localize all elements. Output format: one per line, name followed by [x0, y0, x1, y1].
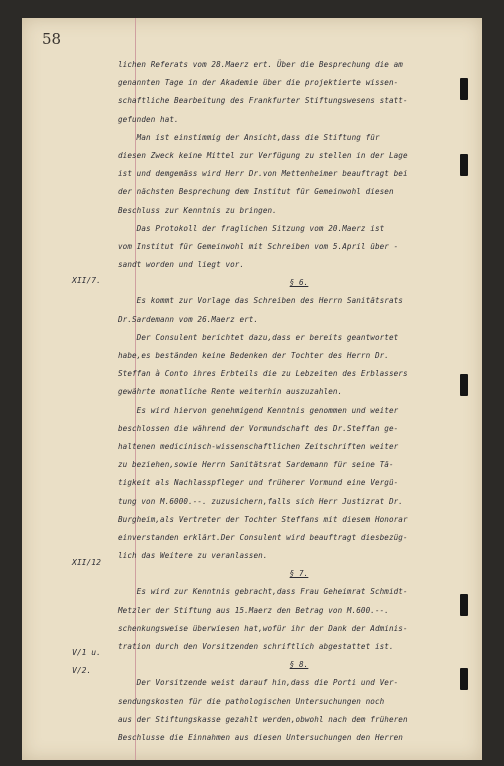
text-line: gefunden hat. — [118, 114, 179, 124]
text-line: beschlossen die während der Vormundschaft des Dr.Steffan ge- — [118, 423, 399, 433]
text-line: einverstanden erklärt.Der Consulent wird beauftragt diesbezüg- — [118, 532, 408, 542]
text-line: gewährte monatliche Rente weiterhin auszuzahlen. — [118, 387, 343, 397]
binder-tab — [460, 668, 468, 690]
text-line: schenkungsweise überwiesen hat,wofür ihr der Dank der Adminis- — [118, 623, 408, 633]
margin-note: XII/7. — [72, 276, 101, 285]
margin-note: V/2. — [72, 666, 92, 675]
section-heading: § 7. — [289, 569, 309, 579]
margin-note: XII/12 — [72, 558, 101, 567]
text-line: diesen Zweck keine Mittel zur Verfügung zu stellen in der Lage — [118, 150, 408, 160]
text-line: lichen Referats vom 28.Maerz ert. Über die Besprechung die am — [118, 60, 403, 69]
text-line: sandt worden und liegt vor. — [118, 260, 245, 270]
text-line: Man ist einstimmig der Ansicht,dass die Stiftung für — [118, 132, 380, 142]
text-line: tung von M.6000.--. zuzusichern,falls sich Herr Justizrat Dr. — [118, 496, 403, 506]
text-line: habe,es beständen keine Bedenken der Tochter des Herrn Dr. — [118, 351, 389, 360]
text-line: ist und demgemäss wird Herr Dr.von Mettenheimer beauftragt bei — [118, 169, 408, 179]
text-line: tration durch den Vorsitzenden schriftlich abgestattet ist. — [118, 642, 394, 651]
binder-tab — [460, 154, 468, 176]
text-line: Dr.Sardemann vom 26.Maerz ert. — [118, 314, 259, 324]
margin-note: V/1 u. — [72, 648, 101, 657]
text-line: Es wird zur Kenntnis gebracht,dass Frau Geheimrat Schmidt- — [118, 587, 408, 597]
text-line: schaftliche Bearbeitung des Frankfurter Stiftungswesens statt- — [118, 96, 408, 106]
document-page — [22, 18, 482, 760]
text-line: Burgheim,als Vertreter der Tochter Steffans mit diesem Honorar — [118, 514, 408, 524]
text-line: sendungskosten für die pathologischen Untersuchungen noch — [118, 696, 385, 706]
text-line: Metzler der Stiftung aus 15.Maerz den Betrag von M.600.--. — [118, 605, 389, 615]
text-line: Der Vorsitzende weist darauf hin,dass die Porti und Ver- — [118, 678, 399, 688]
text-line: Der Consulent berichtet dazu,dass er bereits geantwortet — [118, 332, 399, 342]
text-line: lich das Weitere zu veranlassen. — [118, 551, 268, 561]
binder-tab — [460, 594, 468, 616]
text-line: haltenen medicinisch-wissenschaftlichen Zeitschriften weiter — [118, 441, 399, 451]
page-number: 58 — [42, 30, 62, 48]
body-text — [118, 56, 480, 747]
text-line: Das Protokoll der fraglichen Sitzung vom 20.Maerz ist — [118, 223, 385, 233]
section-heading: § 6. — [289, 278, 309, 288]
text-line: Beschluss zur Kenntnis zu bringen. — [118, 205, 277, 215]
text-line: vom Institut für Gemeinwohl mit Schreiben vom 5.April über - — [118, 241, 399, 251]
text-line: aus der Stiftungskasse gezahlt werden,obwohl nach dem früheren — [118, 714, 408, 724]
binder-tab — [460, 374, 468, 396]
text-line: Beschlusse die Einnahmen aus diesen Untersuchungen den Herren — [118, 732, 403, 742]
text-line: der nächsten Besprechung dem Institut für Gemeinwohl diesen — [118, 187, 394, 197]
section-heading: § 8. — [289, 660, 309, 670]
text-line: genannten Tage in der Akademie über die projektierte wissen- — [118, 78, 399, 88]
binder-tab — [460, 78, 468, 100]
text-line: Es wird hiervon genehmigend Kenntnis genommen und weiter — [118, 405, 399, 415]
text-line: tigkeit als Nachlasspfleger und früherer Vormund eine Vergü- — [118, 478, 399, 488]
text-line: Es kommt zur Vorlage das Schreiben des Herrn Sanitätsrats — [118, 296, 403, 306]
text-line: zu beziehen,sowie Herrn Sanitätsrat Sardemann für seine Tä- — [118, 460, 394, 470]
text-line: Steffan à Conto ihres Erbteils die zu Lebzeiten des Erblassers — [118, 369, 408, 379]
